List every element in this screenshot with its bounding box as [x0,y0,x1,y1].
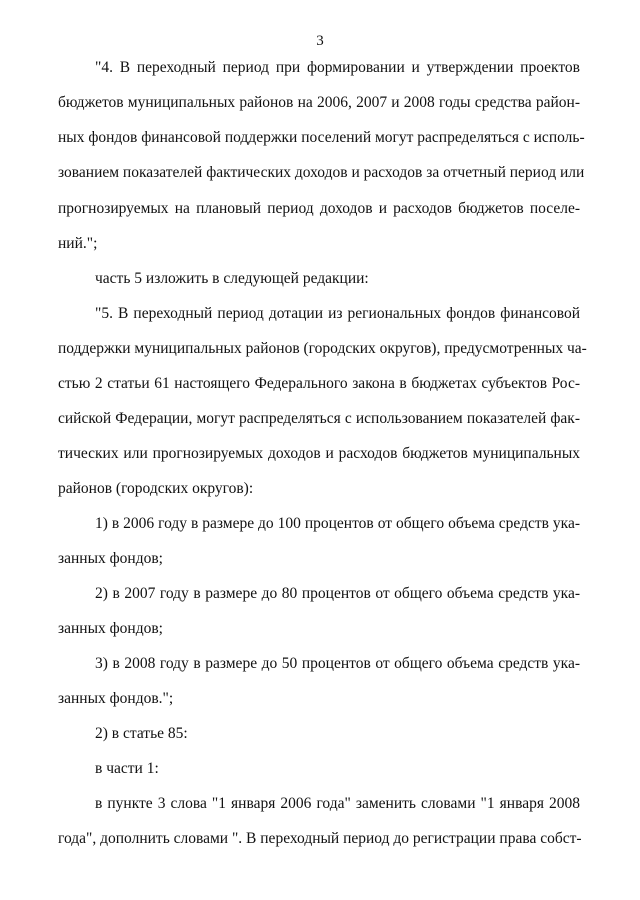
text-line: занных фондов; [58,550,163,567]
text-line: ных фондов финансовой поддержки поселений могут распределяться с исполь- [58,129,585,146]
text-line: сийской Федерации, могут распределяться с использованием показателей фак- [58,410,580,427]
text-line: прогнозируемых на плановый период доходов и расходов бюджетов поселе- [58,200,580,217]
text-line: 1) в 2006 году в размере до 100 процентов от общего объема средств ука- [95,515,580,532]
page-number: 3 [316,33,324,49]
text-line: поддержки муниципальных районов (городских округов), предусмотренных ча- [58,340,587,357]
text-line: в части 1: [95,760,159,777]
text-line: районов (городских округов): [58,480,254,497]
text-line: 3) в 2008 году в размере до 50 процентов от общего объема средств ука- [95,655,580,672]
text-line: 2) в 2007 году в размере до 80 процентов от общего объема средств ука- [95,585,580,602]
text-line: часть 5 изложить в следующей редакции: [95,270,369,287]
text-line: года", дополнить словами ". В переходный период до регистрации права собст- [58,830,582,847]
text-line: занных фондов; [58,620,163,637]
text-line: 2) в статье 85: [95,725,188,742]
text-line: занных фондов."; [58,690,174,707]
text-line: зованием показателей фактических доходов и расходов за отчетный период или [58,164,585,181]
text-line: тических или прогнозируемых доходов и расходов бюджетов муниципальных [58,445,580,462]
text-line: ний."; [58,235,98,252]
text-line: "4. В переходный период при формировании и утверждении проектов [95,59,580,76]
text-line: стью 2 статьи 61 настоящего Федерального закона в бюджетах субъектов Рос- [58,375,580,392]
text-line: бюджетов муниципальных районов на 2006, 2007 и 2008 годы средства район- [58,94,580,111]
text-line: "5. В переходный период дотации из региональных фондов финансовой [95,305,580,322]
text-line: в пункте 3 слова "1 января 2006 года" заменить словами "1 января 2008 [95,795,580,812]
